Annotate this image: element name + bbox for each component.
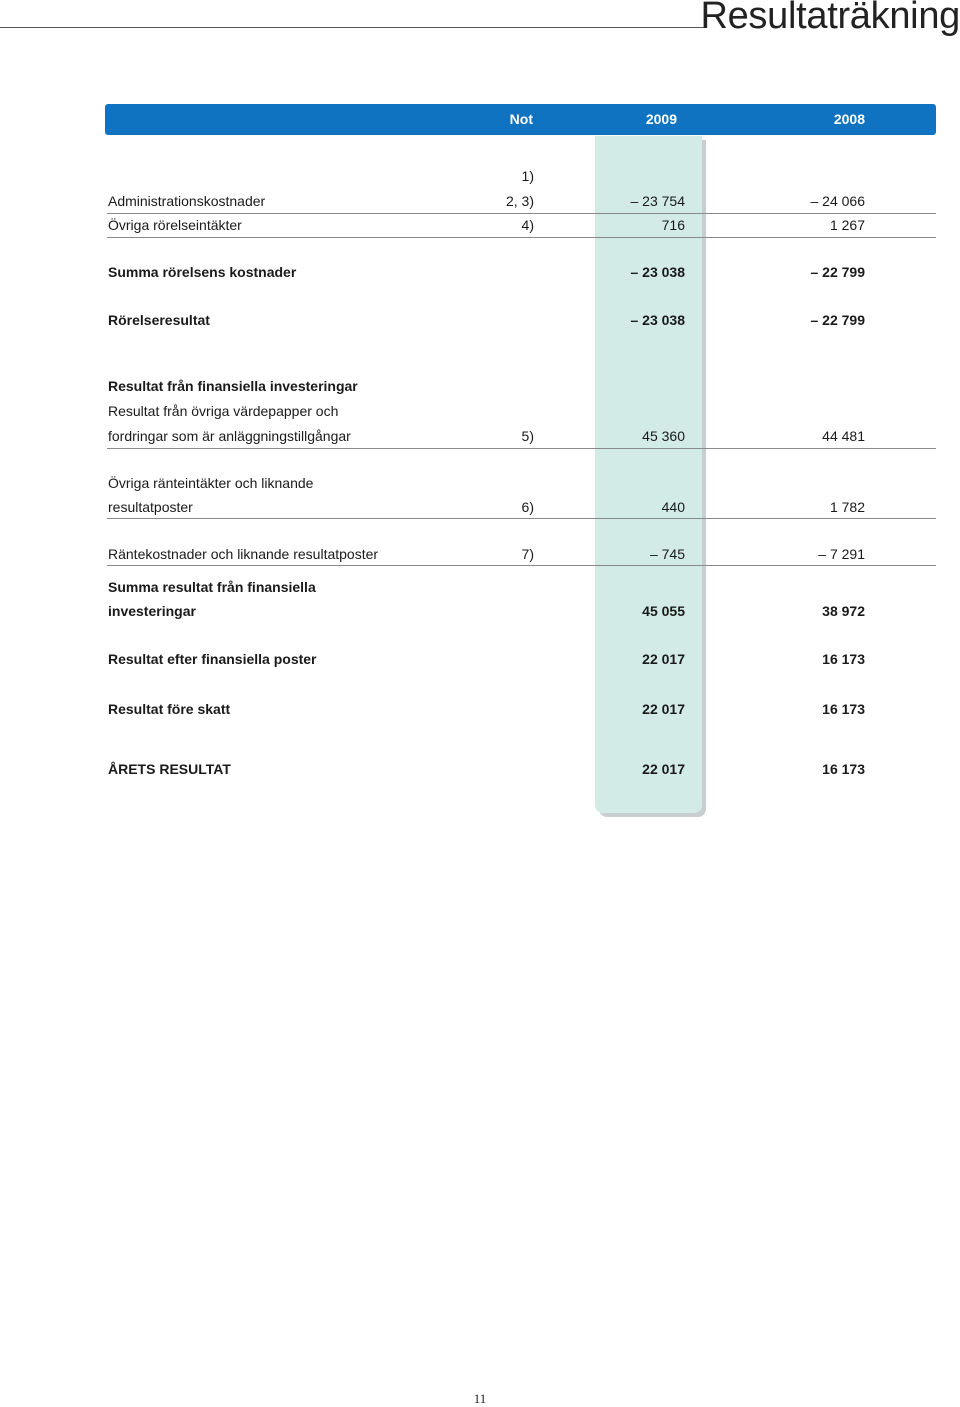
row-label: Summa rörelsens kostnader [108,264,297,280]
row-value-2008: – 22 799 [810,264,865,280]
row-label: Resultat före skatt [108,701,231,717]
row-divider [107,213,936,214]
row-value-2009: 716 [661,217,685,233]
row-label: Resultat från övriga värdepapper och [108,403,339,419]
row-label: Övriga ränteintäkter och liknande [108,475,314,491]
table-header-bar [105,104,936,135]
row-value-2009: – 23 038 [630,264,685,280]
row-label: resultatposter [108,499,193,515]
row-label: Räntekostnader och liknande resultatposter [108,546,379,562]
row-divider [107,237,936,238]
row-value-2008: 16 173 [822,761,865,777]
row-value-2008: 16 173 [822,651,865,667]
row-label: ÅRETS RESULTAT [108,761,231,777]
row-divider [107,565,936,566]
row-divider [107,448,936,449]
row-label: Resultat från finansiella investeringar [108,378,358,394]
row-divider [107,518,936,519]
row-value-2008: 44 481 [822,428,865,444]
row-value-2008: – 7 291 [818,546,865,562]
row-not: 7) [521,546,534,562]
row-value-2008: 38 972 [822,603,865,619]
row-not: 2, 3) [505,193,534,209]
row-value-2009: 22 017 [642,761,685,777]
row-value-2009: 22 017 [642,651,685,667]
row-value-2009: 45 360 [642,428,685,444]
row-value-2008: 1 267 [829,217,865,233]
row-value-2008: – 22 799 [810,312,865,328]
title-rule [0,27,707,28]
page-title: Resultaträkning [700,0,960,37]
header-2009: 2009 [645,111,677,127]
row-not: 5) [521,428,534,444]
header-not: Not [509,111,533,127]
row-value-2008: – 24 066 [810,193,865,209]
row-value-2009: 45 055 [642,603,685,619]
row-label: Resultat efter finansiella poster [108,651,317,667]
row-not: 4) [521,217,534,233]
row-value-2009: – 23 038 [630,312,685,328]
row-value-2009: – 745 [649,546,685,562]
row-value-2009: – 23 754 [630,193,685,209]
row-label: Rörelseresultat [108,312,210,328]
row-not: 1) [521,168,534,184]
page-number: 11 [473,1391,487,1406]
row-not: 6) [521,499,534,515]
header-2008: 2008 [833,111,865,127]
row-label: investeringar [108,603,196,619]
row-value-2008: 16 173 [822,701,865,717]
row-value-2009: 22 017 [642,701,685,717]
row-label: Administrationskostnader [108,193,266,209]
row-value-2009: 440 [661,499,685,515]
row-label: Övriga rörelseintäkter [108,217,242,233]
row-label: Summa resultat från finansiella [108,579,316,595]
row-label: fordringar som är anläggningstillgångar [108,428,351,444]
row-value-2008: 1 782 [829,499,865,515]
